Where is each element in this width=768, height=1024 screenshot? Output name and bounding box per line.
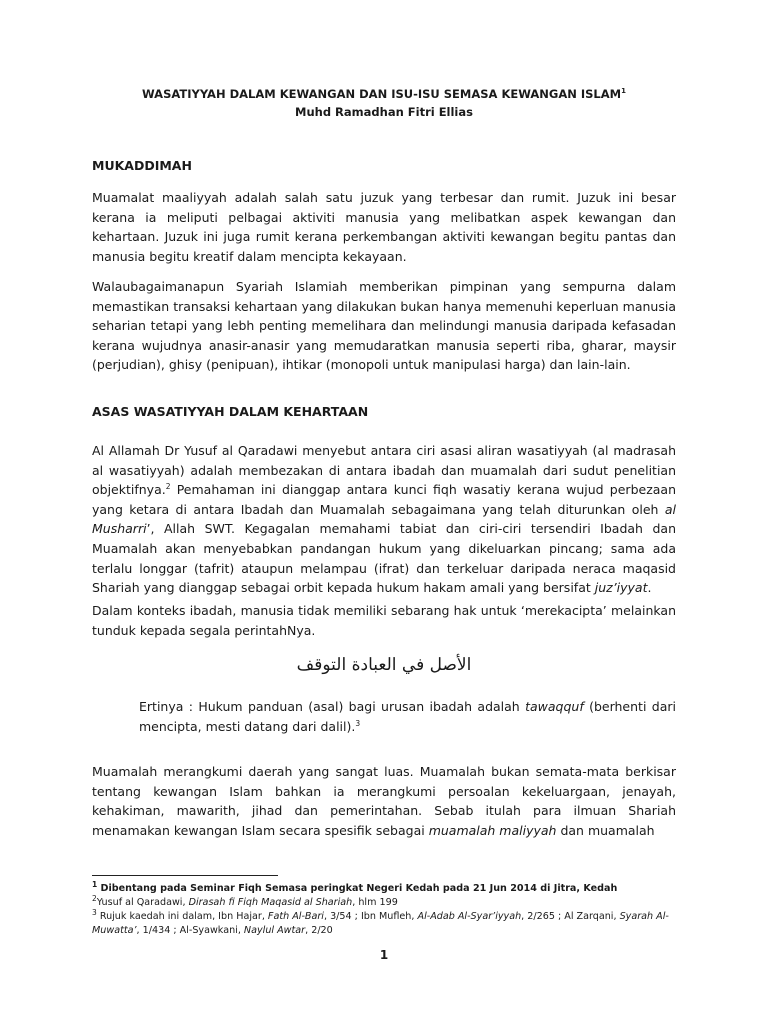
- paragraph-asas-3: [92, 762, 676, 840]
- footnote-number: 1: [92, 879, 98, 889]
- italic-term: juz’iyyat: [594, 580, 648, 596]
- paragraph-asas-1: [92, 441, 676, 598]
- text-run: ’, Allah SWT. Kegagalan memahami tabiat dan ciri-ciri tersendiri Ibadah dan Muamalah akan menyebabkan pandangan hukum yang dikeluarkan pincang; sama ada terlalu longgar (tafrit) ataupun melampau (ifrat) dan terkeluar daripada neraca maqasid Shariah yang dianggap sebagai orbit kepada hukum hakam amali yang bersifat: [92, 521, 676, 596]
- footnote-italic: Naylul Awtar: [243, 924, 306, 936]
- footnote-1: [92, 879, 676, 896]
- footnote-number: 3: [92, 907, 97, 917]
- footnote-ref-3[interactable]: 3: [355, 718, 361, 728]
- heading-mukaddimah: MUKADDIMAH: [92, 158, 192, 173]
- title-footnote-ref[interactable]: 1: [621, 87, 626, 96]
- footnote-italic: Syarah Al-Muwatta’: [92, 911, 669, 936]
- italic-term: tawaqquf: [525, 699, 584, 714]
- footnote-text: , hlm 199: [352, 897, 398, 908]
- text-run: Al Allamah Dr Yusuf al Qaradawi menyebut antara ciri asasi aliran wasatiyyah (al madrasah al wasatiyyah) adalah membezakan di antara ibadah dan muamalah dari sudut penelitian objektifnya.: [92, 443, 676, 498]
- footnote-text: , 2/265 ; Al Zarqani,: [521, 911, 620, 922]
- footnote-text: Dibentang pada Seminar Fiqh Semasa peringkat Negeri Kedah pada 21 Jun 2014 di Jitra, Kedah: [97, 883, 618, 894]
- italic-term: al Musharri: [92, 501, 676, 537]
- text-run: dan muamalah: [556, 822, 655, 838]
- footnote-3: [92, 907, 676, 937]
- paragraph-mukaddimah-1: Muamalat maaliyyah adalah salah satu juzuk yang terbesar dan rumit. Juzuk ini besar kerana ia meliputi pelbagai aktiviti manusia yang melibatkan aspek kewangan dan kehartaan. Juzuk ini juga rumit kerana perkembangan aktiviti kewangan begitu pantas dan manusia begitu kreatif dalam mencipta kekayaan.: [92, 190, 676, 264]
- paragraph-mukaddimah-2: Walaubagaimanapun Syariah Islamiah memberikan pimpinan yang sempurna dalam memastikan transaksi kehartaan yang dilakukan bukan hanya memenuhi keperluan manusia seharian tetapi yang lebh penting memelihara dan melindungi manusia daripada kefasadan kerana wujudnya anasir-anasir yang memudaratkan manusia seperti riba, gharar, maysir (perjudian), ghisy (penipuan), ihtikar (monopoli untuk manipulasi harga) dan lain-lain.: [92, 279, 676, 373]
- footnote-italic: Dirasah fi Fiqh Maqasid al Shariah: [188, 897, 353, 908]
- footnote-separator: [92, 875, 278, 876]
- footnote-ref-2[interactable]: 2: [165, 482, 171, 492]
- arabic-maxim: الأصل في العبادة التوقف: [296, 655, 472, 675]
- author-name: Muhd Ramadhan Fitri Ellias: [295, 105, 473, 119]
- heading-asas-wasatiyyah: ASAS WASATIYYAH DALAM KEHARTAAN: [92, 404, 369, 419]
- footnote-text: , 2/20: [305, 924, 333, 936]
- title-text: WASATIYYAH DALAM KEWANGAN DAN ISU-ISU SEMASA KEWANGAN ISLAM: [142, 87, 622, 101]
- footnote-text: Rujuk kaedah ini dalam, Ibn Hajar,: [96, 911, 268, 922]
- document-title: [92, 85, 676, 103]
- paragraph-asas-2: Dalam konteks ibadah, manusia tidak memiliki sebarang hak untuk ‘merekacipta’ melainkan tunduk kepada segala perintahNya.: [92, 603, 676, 638]
- footnote-italic: Al-Adab Al-Syar’iyyah: [417, 911, 522, 922]
- text-run: (berhenti dari mencipta, mesti datang dari dalil).: [139, 699, 676, 734]
- page-number: 1: [379, 948, 389, 962]
- text-run: Muamalah merangkumi daerah yang sangat luas. Muamalah bukan semata-mata berkisar tentang kewangan Islam bahkan ia merangkumi persoalan kekeluargaan, jenayah, kehakiman, mawarith, jihad dan pemerintahan. Sebab itulah para ilmuan Shariah menamakan kewangan Islam secara spesifik sebagai: [92, 764, 676, 838]
- footnote-text: Yusuf al Qaradawi,: [96, 897, 189, 908]
- footnote-text: , 3/54 ; Ibn Mufleh,: [323, 911, 418, 922]
- footnote-number: 2: [92, 893, 97, 903]
- footnote-italic: Fath Al-Bari: [267, 911, 324, 922]
- footnote-text: , 1/434 ; Al-Syawkani,: [136, 924, 244, 936]
- italic-term: muamalah maliyyah: [428, 822, 557, 838]
- footnote-2: [92, 893, 676, 910]
- translation-paragraph: [139, 697, 676, 736]
- text-run: Pemahaman ini dianggap antara kunci fiqh wasatiy kerana wujud perbezaan yang ketara di antara Ibadah dan Muamalah sebagaimana yang telah diturunkan oleh: [92, 482, 676, 517]
- text-run: .: [647, 580, 652, 596]
- text-run: Ertinya : Hukum panduan (asal) bagi urusan ibadah adalah: [139, 699, 526, 714]
